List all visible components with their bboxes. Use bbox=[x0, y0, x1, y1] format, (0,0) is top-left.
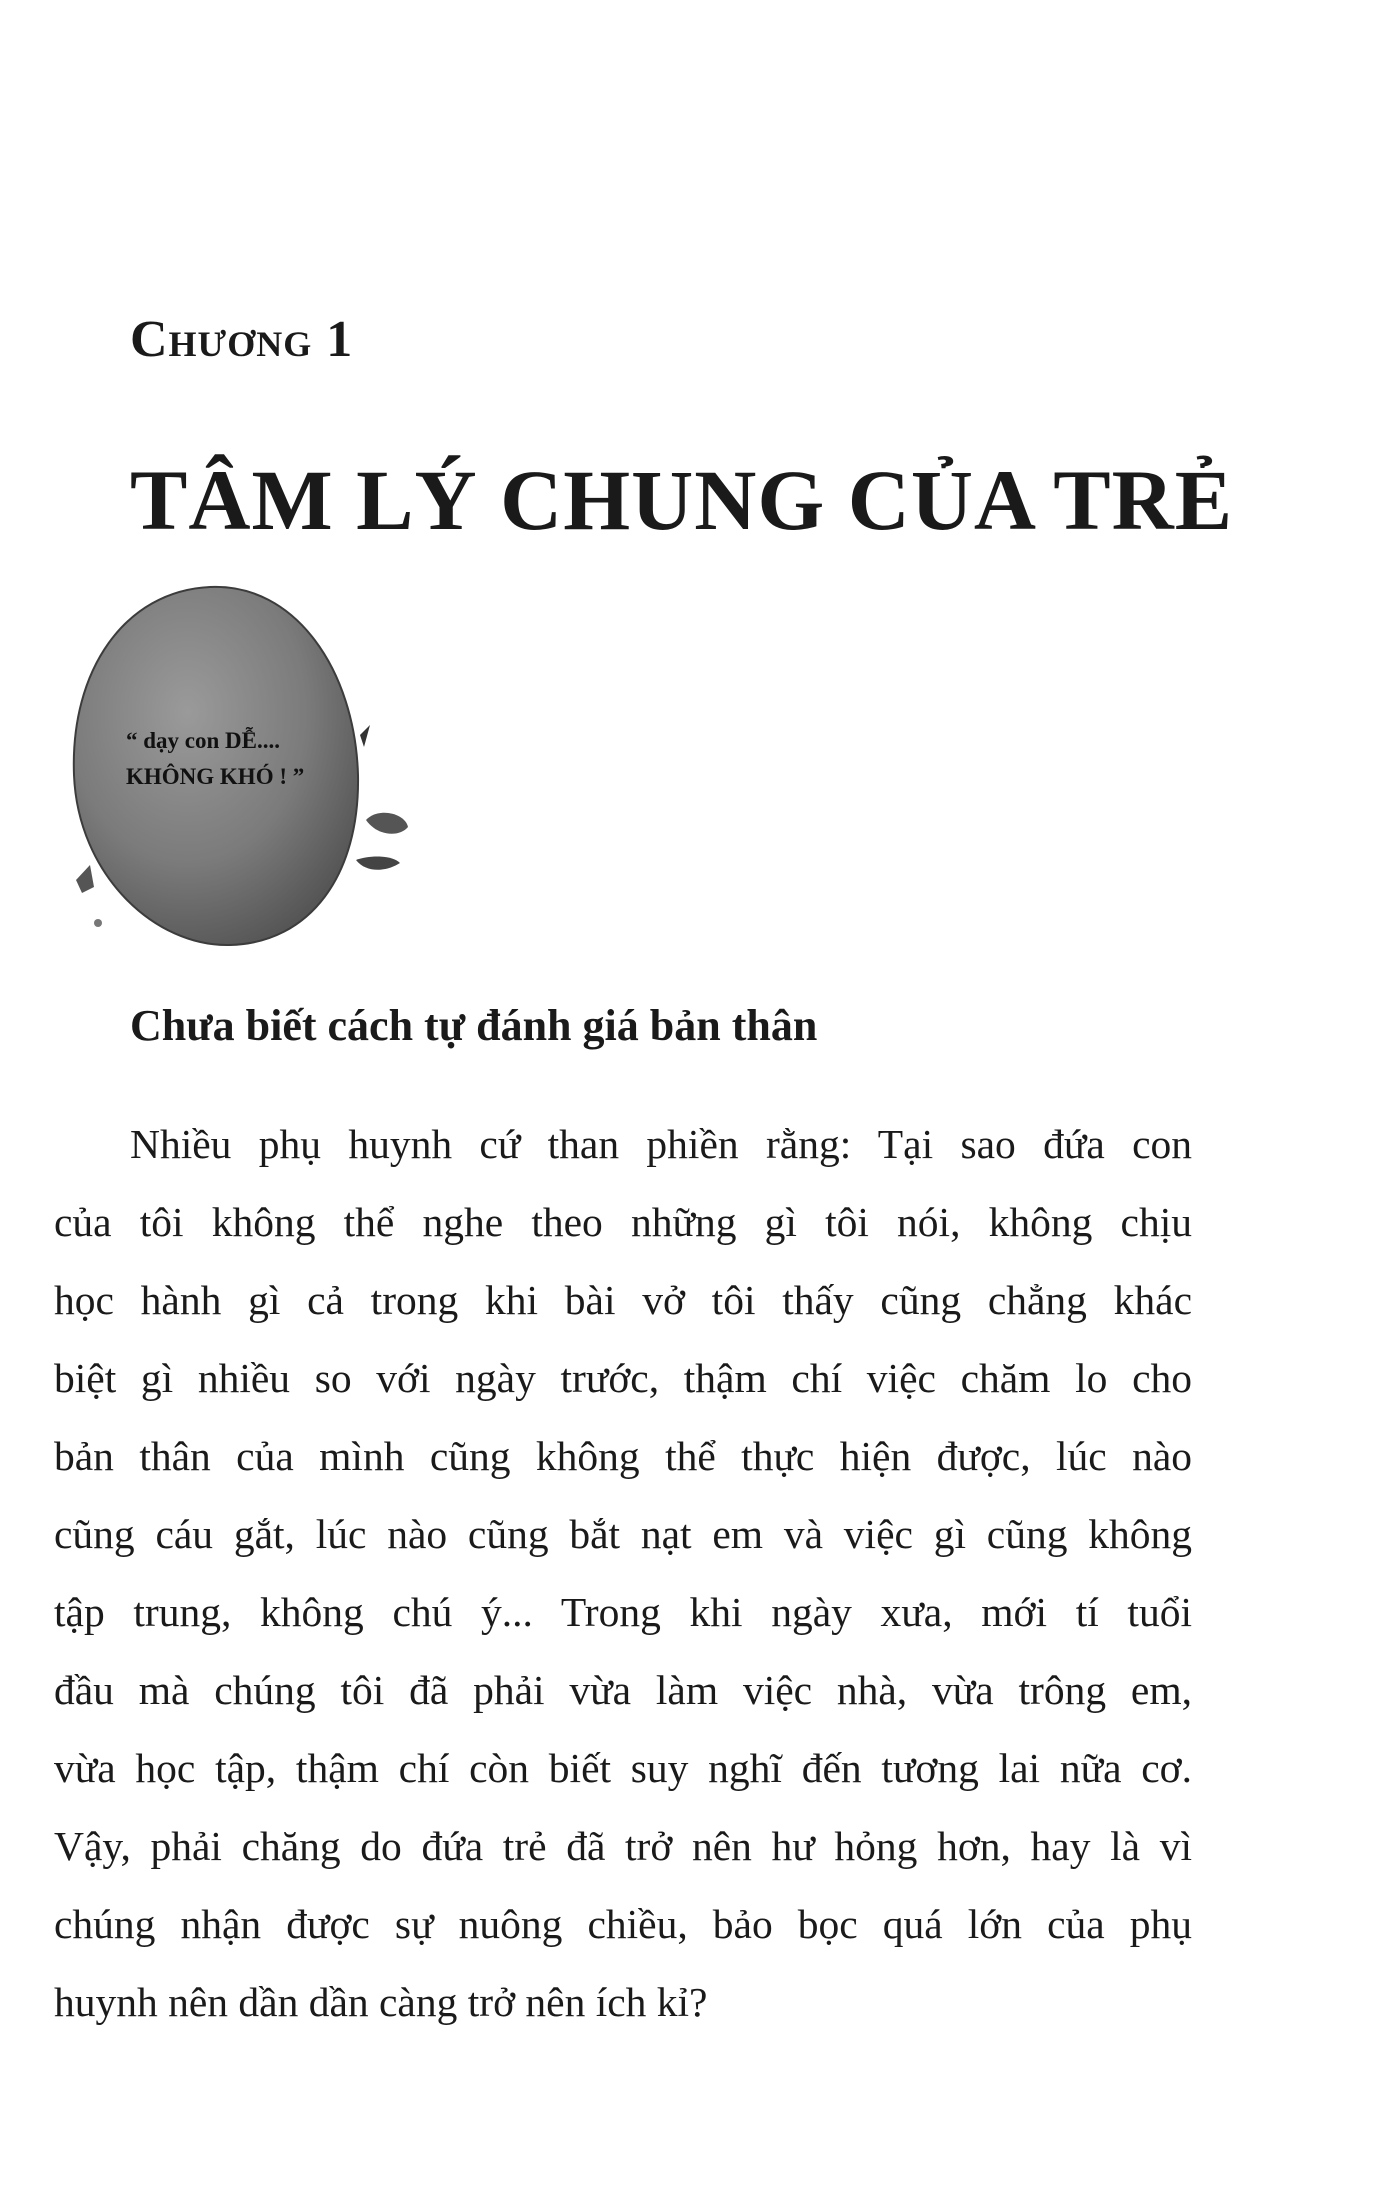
paragraph-line: chúng nhận được sự nuông chiều, bảo bọc quá lớn của phụ bbox=[54, 1901, 1192, 1947]
chapter-title: TÂM LÝ CHUNG CỦA TRẺ bbox=[130, 452, 1234, 548]
stone-quote bbox=[126, 723, 304, 795]
paragraph-line: của tôi không thể nghe theo những gì tôi nói, không chịu bbox=[54, 1199, 1192, 1245]
paragraph-line: biệt gì nhiều so với ngày trước, thậm chí việc chăm lo cho bbox=[54, 1355, 1192, 1401]
paragraph-line: vừa học tập, thậm chí còn biết suy nghĩ đến tương lai nữa cơ. bbox=[54, 1745, 1192, 1791]
stone-badge bbox=[60, 575, 430, 955]
paragraph-line: tập trung, không chú ý... Trong khi ngày xưa, mới tí tuổi bbox=[54, 1589, 1192, 1635]
paragraph-line: bản thân của mình cũng không thể thực hiện được, lúc nào bbox=[54, 1433, 1192, 1479]
section-heading: Chưa biết cách tự đánh giá bản thân bbox=[130, 1001, 818, 1050]
paragraph-line: huynh nên dần dần càng trở nên ích kỉ? bbox=[54, 1979, 708, 2025]
paragraph-line: Vậy, phải chăng do đứa trẻ đã trở nên hư hỏng hơn, hay là vì bbox=[54, 1823, 1192, 1869]
paragraph-line: học hành gì cả trong khi bài vở tôi thấy cũng chẳng khác bbox=[54, 1277, 1192, 1323]
stone-quote-line-1: “ dạy con DỄ.... bbox=[126, 728, 280, 753]
paragraph-line: Nhiều phụ huynh cứ than phiền rằng: Tại sao đứa con bbox=[130, 1121, 1192, 1167]
paragraph-line: cũng cáu gắt, lúc nào cũng bắt nạt em và việc gì cũng không bbox=[54, 1511, 1192, 1557]
stone-quote-line-2: KHÔNG KHÓ ! ” bbox=[126, 764, 305, 789]
chapter-label: Chương 1 bbox=[130, 311, 354, 368]
body-paragraph bbox=[54, 1105, 1192, 2041]
paragraph-line: đầu mà chúng tôi đã phải vừa làm việc nhà, vừa trông em, bbox=[54, 1667, 1192, 1713]
